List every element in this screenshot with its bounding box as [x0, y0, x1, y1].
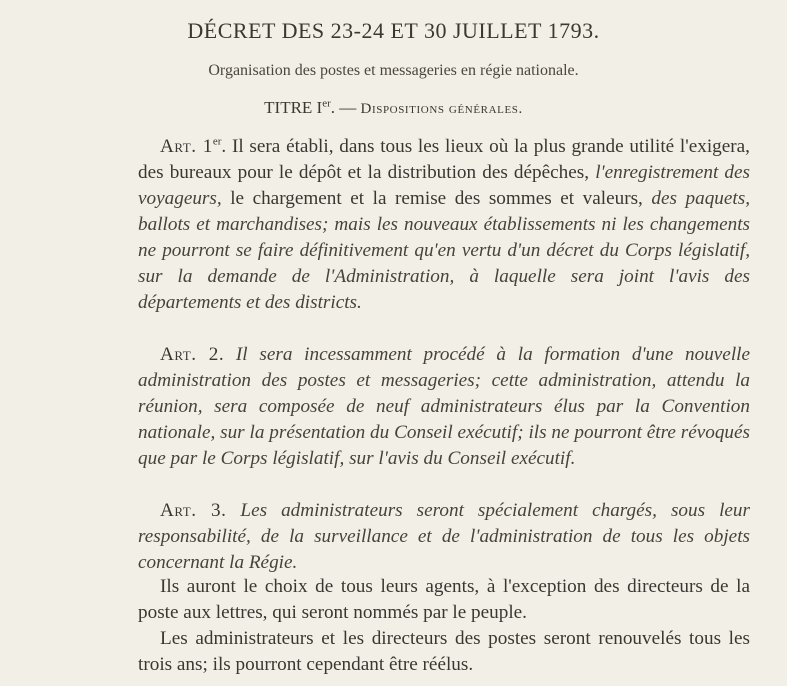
article-1-superscript: er — [212, 135, 222, 148]
decree-subtitle: Organisation des postes et messageries en régie nationale. — [208, 62, 579, 79]
decree-title: DÉCRET DES 23-24 ET 30 JUILLET 1793. — [187, 18, 600, 43]
paragraph-renewal: Les administrateurs et les directeurs des postes seront renouvelés tous les trois ans; ils pourront cependant être réélus. — [138, 628, 750, 675]
article-3 — [138, 498, 750, 576]
paragraph-agents: Ils auront le choix de tous leurs agents, à l'exception des directeurs de la poste aux lettres, qui seront nommés par le peuple. — [138, 576, 750, 623]
section-heading — [0, 98, 787, 118]
titre-superscript: er — [322, 97, 331, 110]
article-1-label-end: . — [221, 136, 227, 157]
article-3-label: Art. 3. — [160, 500, 227, 521]
titre-heading: Dispositions générales. — [360, 101, 523, 117]
article-1 — [138, 134, 750, 316]
article-1-label: Art. 1 — [160, 136, 213, 157]
article-1-text-d: des paquets, ballots et marchandises; mais les nouveaux établissements ni les changements ne pourront se faire définitivement qu'en vertu d'un décret du Corps législatif, sur la demande de l'Administration, à laquelle sera joint l'avis des départements et des districts. — [138, 188, 750, 313]
article-1-text-a: Il sera établi, dans tous les lieux où la plus grande utilité l'exigera, des bureaux pour le dépôt et la distribution des dépêches, — [138, 136, 750, 183]
article-1-text-b: l'enregistrement des voyageurs, — [138, 162, 751, 209]
article-2-text: Il sera incessamment procédé à la formation d'une nouvelle administration des postes et messageries; cette administration, attendu la réunion, sera composée de neuf administrateurs élus par la Convention nationale, sur la présentation du Conseil exécutif; ils ne pourront être révoqués que par le Corps législatif, sur l'avis du Conseil exécutif. — [138, 344, 750, 469]
article-2 — [138, 342, 750, 472]
article-3-text: Les administrateurs seront spécialement chargés, sous leur responsabilité, de la surveillance et de l'administration de tous les objets concernant la Régie. — [138, 500, 750, 573]
titre-label: TITRE I — [264, 98, 323, 117]
article-1-text-c: le chargement et la remise des sommes et valeurs, — [221, 188, 652, 209]
article-2-label: Art. 2. — [160, 344, 225, 365]
titre-dash: . — — [330, 98, 361, 117]
